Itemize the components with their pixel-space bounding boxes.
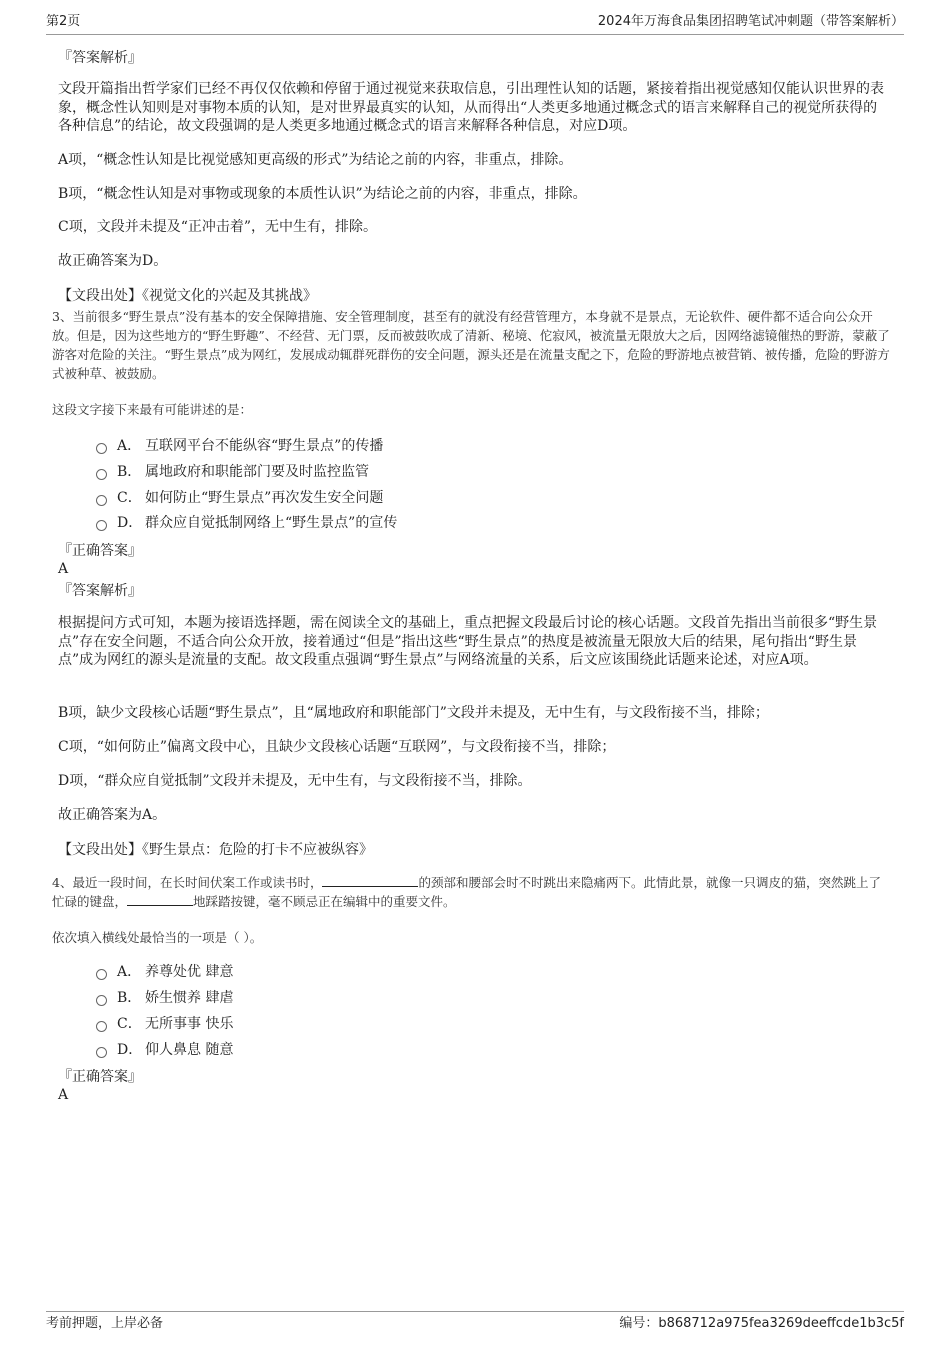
answer-label: 『正确答案』 — [58, 543, 142, 559]
analysis-label: 『答案解析』 — [58, 50, 142, 66]
question-stem: 3、当前很多“野生景点”没有基本的安全保障措施、安全管理制度，甚至有的就没有经营管理方，本身就不是景点，无论软件、硬件都不适合向公众开放。但是，因为这些地方的“野生野趣”、不经营、无门票，反而被鼓吹成了清新、秘境、佗寂风，被流量无限放大之后，因网络滤镜催热的野游，蒙蔽了游客对危险的关注。“野生景点”成为网红，发展成动辄群死群伤的安全问题，源头还是在流量支配之下，危险的野游地点被营销、被传播，危险的野游方式被种草、被鼓励。 — [52, 309, 890, 381]
option-c[interactable]: C． 无所事事 快乐 — [96, 1015, 233, 1033]
page-header — [46, 12, 904, 35]
document-code: 编号：b868712a975fea3269deeffcde1b3c5f — [619, 1316, 904, 1331]
option-d[interactable]: D． 仰人鼻息 随意 — [96, 1041, 233, 1059]
analysis-option-d: D项，“群众应自觉抵制”文段并未提及，无中生有，与文段衔接不当，排除。 — [58, 773, 532, 789]
answer-value: A — [58, 561, 69, 577]
question-prompt: 依次填入横线处最恰当的一项是（ ）。 — [52, 930, 263, 945]
page-number: 第2页 — [46, 14, 81, 29]
radio-icon[interactable] — [96, 495, 107, 506]
analysis-option-c: C项，文段并未提及“正冲击着”，无中生有，排除。 — [58, 219, 378, 235]
radio-icon[interactable] — [96, 469, 107, 480]
option-d[interactable]: D． 群众应自觉抵制网络上“野生景点”的宣传 — [96, 514, 397, 532]
radio-icon[interactable] — [96, 443, 107, 454]
analysis-option-b: B项，“概念性认知是对事物或现象的本质性认识”为结论之前的内容，非重点，排除。 — [58, 186, 587, 202]
answer-label: 『正确答案』 — [58, 1069, 142, 1085]
question-stem: 4、最近一段时间，在长时间伏案工作或读书时， 的颈部和腰部会时不时跳出来隐痛两下。此情此景，就像一只调皮的猫，突然跳上了忙碌的键盘， 地踩踏按键，毫不顾忌正在编辑中的重要文件。 — [52, 875, 881, 909]
page-footer — [46, 1311, 904, 1336]
passage-source: 【文段出处】《野生景点：危险的打卡不应被纵容》 — [58, 842, 373, 858]
option-b[interactable]: B． 属地政府和职能部门要及时监控监管 — [96, 463, 369, 481]
radio-icon[interactable] — [96, 520, 107, 531]
analysis-paragraph: 文段开篇指出哲学家们已经不再仅仅依赖和停留于通过视觉来获取信息，引出理性认知的话题，紧接着指出视觉感知仅能认识世界的表象，概念性认知则是对事物本质的认知，是对世界最真实的认知，从而得出“人类更多地通过概念式的语言来解释自己的视觉所获得的各种信息”的结论，故文段强调的是人类更多地通过概念式的语言来解释各种信息，对应D项。 — [58, 81, 884, 134]
analysis-option-c: C项，“如何防止”偏离文段中心，且缺少文段核心话题“互联网”，与文段衔接不当，排除； — [58, 739, 616, 755]
radio-icon[interactable] — [96, 969, 107, 980]
passage-source: 【文段出处】《视觉文化的兴起及其挑战》 — [58, 288, 317, 304]
analysis-label: 『答案解析』 — [58, 583, 142, 599]
document-title: 2024年万海食品集团招聘笔试冲刺题（带答案解析） — [597, 14, 904, 29]
option-a[interactable]: A． 养尊处优 肆意 — [96, 963, 233, 981]
analysis-conclusion: 故正确答案为D。 — [58, 253, 168, 269]
answer-value: A — [58, 1087, 69, 1103]
radio-icon[interactable] — [96, 995, 107, 1006]
option-a[interactable]: A． 互联网平台不能纵容“野生景点”的传播 — [96, 437, 383, 455]
analysis-conclusion: 故正确答案为A。 — [58, 807, 167, 823]
radio-icon[interactable] — [96, 1047, 107, 1058]
fill-blank-2 — [127, 893, 193, 906]
question-prompt: 这段文字接下来最有可能讲述的是： — [52, 402, 253, 417]
fill-blank-1 — [322, 874, 418, 887]
option-b[interactable]: B． 娇生惯养 肆虐 — [96, 989, 233, 1007]
option-c[interactable]: C． 如何防止“野生景点”再次发生安全问题 — [96, 489, 383, 507]
analysis-paragraph: 根据提问方式可知，本题为接语选择题，需在阅读全文的基础上，重点把握文段最后讨论的核心话题。文段首先指出当前很多“野生景点”存在安全问题，不适合向公众开放，接着通过“但是”指出这些“野生景点”的热度是被流量无限放大后的结果，尾句指出“野生景点”成为网红的源头是流量的支配。故文段重点强调“野生景点”与网络流量的关系，后文应该围绕此话题来论述，对应A项。 — [58, 615, 878, 668]
footer-slogan: 考前押题，上岸必备 — [46, 1316, 164, 1331]
radio-icon[interactable] — [96, 1021, 107, 1032]
analysis-option-a: A项，“概念性认知是比视觉感知更高级的形式”为结论之前的内容，非重点，排除。 — [58, 152, 573, 168]
analysis-option-b: B项，缺少文段核心话题“野生景点”，且“属地政府和职能部门”文段并未提及，无中生有，与文段衔接不当，排除； — [58, 705, 769, 721]
